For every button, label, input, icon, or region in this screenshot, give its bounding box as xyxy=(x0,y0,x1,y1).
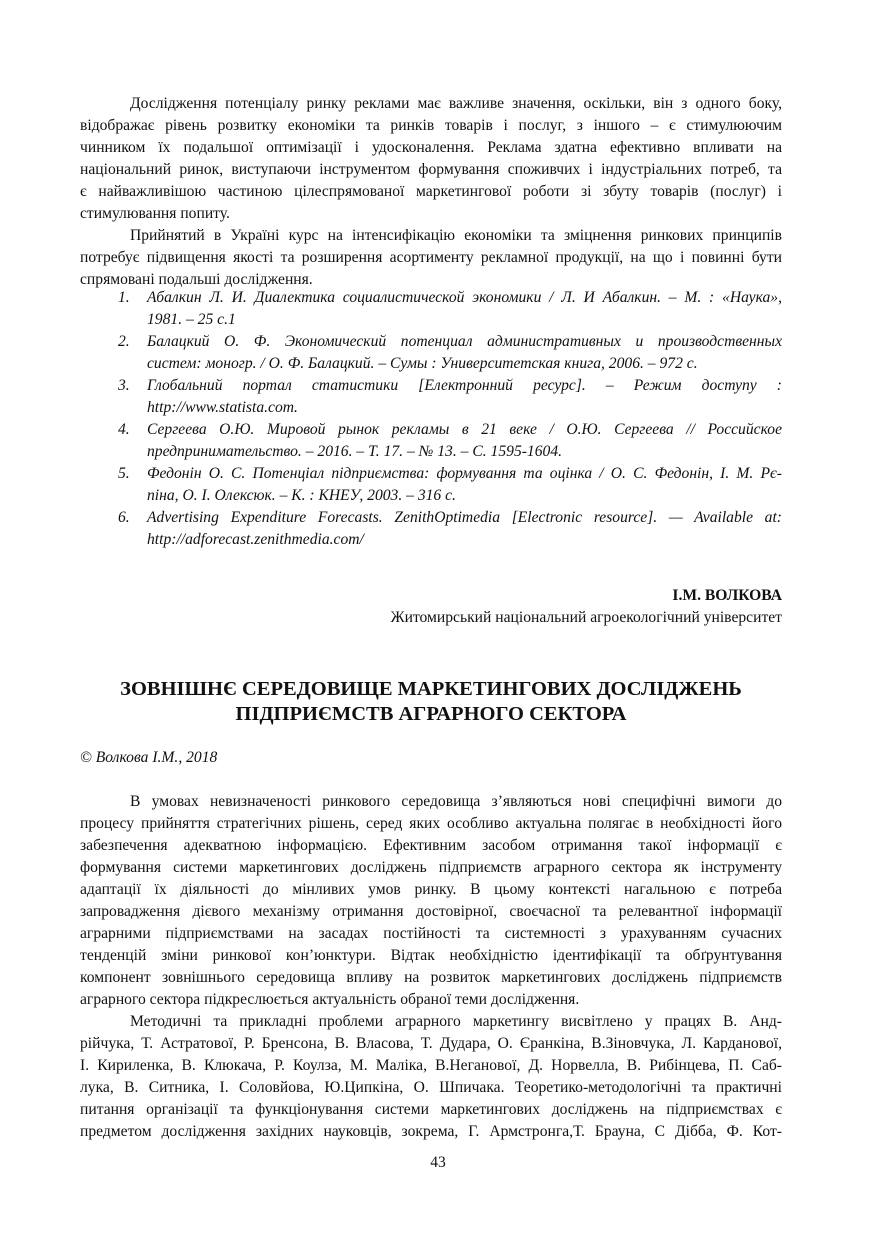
text-line: стимулювання попиту. xyxy=(80,205,230,222)
text-line: Балацкий О. Ф. Экономический потенциал административных и производственных xyxy=(147,333,782,350)
paragraph xyxy=(147,507,782,551)
text-line: 1981. – 25 с.1 xyxy=(147,311,236,328)
text-line: предпринимательство. – 2016. – Т. 17. – № 13. – С. 1595-1604. xyxy=(147,443,563,460)
text-line: І. Кириленка, В. Клюкача, Р. Коулза, М. Маліка, В.Неганової, Д. Норвелла, В. Рибінцева, П. Саб- xyxy=(80,1057,782,1074)
text-line: Абалкин Л. И. Диалектика социалистической экономики / Л. И Абалкин. – М. : «Наука», xyxy=(147,289,782,306)
title-line: ЗОВНІШНЄ СЕРЕДОВИЩЕ МАРКЕТИНГОВИХ ДОСЛІДЖЕНЬ xyxy=(120,678,742,700)
reference-item xyxy=(80,419,782,463)
reference-item xyxy=(80,463,782,507)
paragraph xyxy=(80,93,782,225)
text-line: запровадження дієвого механізму отримання достовірної, своєчасної та релевантної інформації xyxy=(80,903,782,920)
text-line: http://www.statista.com. xyxy=(147,399,298,416)
text-line: адаптації їх діяльності до мінливих умов ринку. В цьому контексті нагальною є потреба xyxy=(80,881,782,898)
title-line: ПІДПРИЄМСТВ АГРАРНОГО СЕКТОРА xyxy=(235,703,627,725)
reference-number: 6. xyxy=(118,509,130,526)
reference-number: 4. xyxy=(118,421,130,438)
paragraph xyxy=(147,463,782,507)
reference-number: 5. xyxy=(118,465,130,482)
text-line: Федонін О. С. Потенціал підприємства: формування та оцінка / О. С. Федонін, І. М. Рє- xyxy=(147,465,782,482)
text-line: питання організації та функціонування системи маркетингових досліджень на підприємствах є xyxy=(80,1101,782,1118)
reference-list xyxy=(80,287,782,551)
paragraph xyxy=(147,287,782,331)
reference-number: 2. xyxy=(118,333,130,350)
reference-item xyxy=(80,375,782,419)
paragraph xyxy=(80,225,782,291)
text-line: компонент зовнішнього середовища впливу на розвиток маркетингових досліджень підприємств xyxy=(80,969,782,986)
text-line: систем: моногр. / О. Ф. Балацкий. – Сумы : Университетская книга, 2006. – 972 с. xyxy=(147,355,698,372)
text-line: національний ринок, виступаючи інструментом формування споживчих і індустріальних потреб, та xyxy=(80,161,782,178)
paragraph xyxy=(147,419,782,463)
text-line: Методичні та прикладні проблеми аграрного маркетингу висвітлено у працях В. Анд- xyxy=(130,1013,782,1030)
text-line: відображає рівень розвитку економіки та ринків товарів і послуг, з іншого – є стимулюючим xyxy=(80,117,782,134)
text-line: Дослідження потенціалу ринку реклами має важливе значення, оскільки, він з одного боку, xyxy=(130,95,782,112)
article-title xyxy=(80,677,782,727)
text-line: тенденцій зміни ринкової кон’юнктури. Відтак необхідністю ідентифікації та обґрунтування xyxy=(80,947,782,964)
text-line: аграрного сектора підкреслюється актуальність обраної теми дослідження. xyxy=(80,991,580,1008)
reference-number: 3. xyxy=(118,377,130,394)
text-line: В умовах невизначеності ринкового середовища з’являються нові специфічні вимоги до xyxy=(130,793,782,810)
reference-item xyxy=(80,287,782,331)
text-line: рійчука, Т. Астратової, Р. Бренсона, В. Власова, Т. Дудара, О. Єранкіна, В.Зіновчука, Л. Карданової, xyxy=(80,1035,782,1052)
reference-number: 1. xyxy=(118,289,130,306)
paragraph xyxy=(80,1011,782,1143)
author-name: І.М. ВОЛКОВА xyxy=(672,587,782,604)
paragraph xyxy=(147,331,782,375)
text-line: Прийнятий в Україні курс на інтенсифікацію економіки та зміцнення ринкових принципів xyxy=(130,227,782,244)
text-line: лука, В. Ситника, І. Соловйова, Ю.Ципкіна, О. Шпичака. Теоретико-методологічні та практичні xyxy=(80,1079,782,1096)
text-line: формування системи маркетингових досліджень підприємств аграрного сектора як інструменту xyxy=(80,859,782,876)
body-text xyxy=(80,791,782,1143)
text-line: Advertising Expenditure Forecasts. ZenithOptimedia [Electronic resource]. — Available at: xyxy=(147,509,782,526)
text-line: Глобальний портал статистики [Електронний ресурс]. – Режим доступу : xyxy=(147,377,782,394)
text-line: http://adforecast.zenithmedia.com/ xyxy=(147,531,364,548)
text-line: Сергеева О.Ю. Мировой рынок рекламы в 21 веке / О.Ю. Сергеева // Российское xyxy=(147,421,782,438)
paragraph xyxy=(80,791,782,1011)
text-line: піна, О. І. Олексюк. – К. : КНЕУ, 2003. – 316 с. xyxy=(147,487,456,504)
text-line: забезпечення адекватною інформацією. Ефективним засобом отримання такої інформації є xyxy=(80,837,782,854)
text-line: процесу прийняття стратегічних рішень, серед яких особливо актуальна полягає в необхідності його xyxy=(80,815,782,832)
paragraph xyxy=(147,375,782,419)
page-number: 43 xyxy=(430,1154,446,1171)
text-line: аграрними підприємствами на засадах постійності та системності з урахуванням сучасних xyxy=(80,925,782,942)
reference-item xyxy=(80,507,782,551)
reference-item xyxy=(80,331,782,375)
text-line: є найважливішою частиною цілеспрямованої маркетингової роботи зі збуту товарів (послуг) і xyxy=(80,183,782,200)
text-line: предметом дослідження західних науковців, зокрема, Г. Армстронга,Т. Брауна, С Дібба, Ф. Кот- xyxy=(80,1123,782,1140)
intro-text xyxy=(80,93,782,291)
copyright: © Волкова І.М., 2018 xyxy=(80,749,218,766)
text-line: спрямовані подальші дослідження. xyxy=(80,271,313,288)
text-line: потребує підвищення якості та розширення асортименту рекламної продукції, на що і повинні бути xyxy=(80,249,782,266)
author-affiliation: Житомирський національний агроекологічний університет xyxy=(390,609,782,626)
text-line: чинником їх подальшої оптимізації і удосконалення. Реклама здатна ефективно впливати на xyxy=(80,139,782,156)
